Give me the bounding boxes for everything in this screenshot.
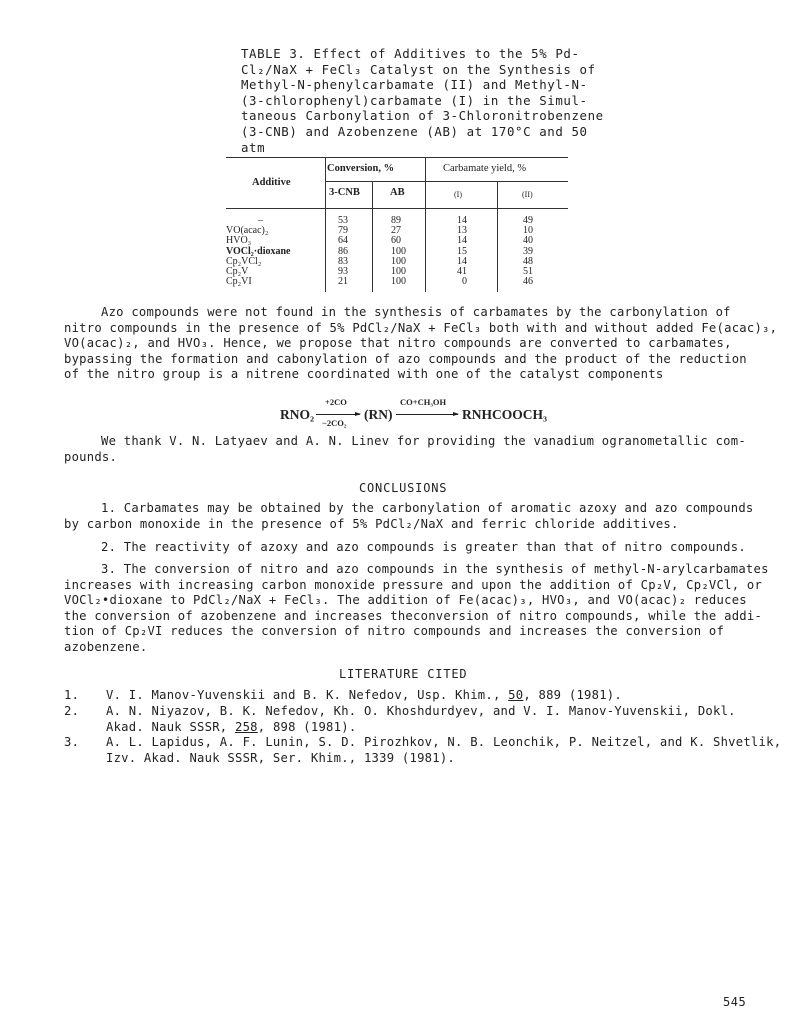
cell-3cnb: 93 [338, 266, 348, 278]
caption-line: (3-chlorophenyl)carbamate (I) in the Simul- [241, 92, 588, 108]
header-ii: (II) [522, 190, 533, 199]
cell-ii: 10 [523, 225, 533, 237]
scheme-product: RNHCOOCH₃ [462, 407, 548, 422]
reference-number: 3. [64, 735, 80, 749]
reference-item [64, 688, 764, 704]
reference-line: A. N. Niyazov, B. K. Nefedov, Kh. O. Khoshdurdyev, and V. I. Manov-Yuvenskii, Dokl. [106, 704, 736, 718]
reference-text-part: , 898 (1981). [257, 719, 357, 734]
paragraph-azo [64, 305, 778, 383]
scheme-arrow1-bottom: −2CO₂ [322, 418, 347, 428]
cell-i: 41 [457, 266, 467, 278]
column-ab [391, 216, 415, 287]
cell-ii: 40 [523, 235, 533, 247]
cell-ii: 46 [523, 276, 533, 288]
header-conversion: Conversion, % [327, 163, 395, 174]
reference-text-part: Akad. Nauk SSSR, [106, 719, 235, 734]
reference-text [106, 688, 622, 704]
reference-text-part: , 889 (1981). [523, 688, 622, 702]
reference-line: A. L. Lapidus, A. F. Lunin, S. D. Pirozhkov, N. B. Leonchik, P. Neitzel, and K. Shvetlik, [106, 735, 782, 749]
paragraph-line: azobenzene. [64, 639, 148, 654]
column-divider [325, 157, 326, 292]
cell-ab: 60 [391, 235, 401, 247]
reference-text-part: V. I. Manov-Yuvenskii and B. K. Nefedov, Usp. Khim., [106, 688, 509, 702]
cell-additive: Cp₂VCl₂ [226, 255, 262, 267]
caption-line: TABLE 3. Effect of Additives to the 5% Pd- [241, 46, 580, 61]
cell-additive: – [258, 215, 263, 226]
acknowledgement [64, 434, 746, 465]
caption-line: atm [241, 139, 266, 155]
table-top-rule [226, 157, 568, 158]
cell-ii: 48 [523, 255, 533, 267]
cell-i: 14 [457, 215, 467, 226]
reference-line [106, 720, 736, 736]
column-divider [372, 182, 373, 292]
cell-ii: 49 [523, 215, 533, 226]
caption-line: Methyl-N-phenylcarbamate (II) and Methyl-N- [241, 77, 588, 93]
header-3cnb: 3-CNB [329, 187, 360, 198]
scheme-arrow1-top: +2CO [325, 397, 347, 407]
scheme-arrow2-top: CO+CH₃OH [400, 397, 447, 407]
column-ii [523, 216, 543, 287]
cell-i: 0 [462, 276, 467, 288]
paragraph-line: 3. The conversion of nitro and azo compounds in the synthesis of methyl-N-arylcarbamates [101, 562, 769, 576]
cell-3cnb: 79 [338, 225, 348, 237]
page-number: 545 [723, 995, 747, 1009]
paragraph-line: by carbon monoxide in the presence of 5% PdCl₂/NaX and ferric chloride additives. [64, 516, 679, 531]
column-i [447, 216, 467, 287]
cell-ab: 89 [391, 215, 401, 226]
cell-3cnb: 86 [338, 245, 348, 257]
section-heading-literature: LITERATURE CITED [339, 667, 468, 681]
cell-additive: Cp₂VI [226, 276, 252, 288]
reference-line: Izv. Akad. Nauk SSSR, Ser. Khim., 1339 (1981). [106, 750, 456, 765]
reference-item [64, 704, 784, 736]
data-table [226, 157, 568, 292]
cell-ab: 100 [391, 245, 406, 257]
paragraph-line: Azo compounds were not found in the synthesis of carbamates by the carbonylation of [101, 305, 731, 319]
cell-additive: HVO₃ [226, 235, 252, 247]
conclusion-item-2 [101, 540, 746, 556]
cell-3cnb: 53 [338, 215, 348, 226]
header-ab: AB [390, 187, 405, 198]
header-i: (I) [454, 190, 462, 199]
paragraph-line: nitro compounds in the presence of 5% PdCl₂/NaX + FeCl₃ both with and without added Fe(acac)₃, [64, 320, 778, 335]
column-divider [425, 157, 426, 292]
header-carbamate-yield: Carbamate yield, % [443, 163, 527, 174]
paragraph-line: pounds. [64, 449, 118, 464]
paragraph-line: 2. The reactivity of azoxy and azo compounds is greater than that of nitro compounds. [101, 540, 746, 554]
reference-text [106, 735, 781, 766]
reaction-scheme [280, 397, 580, 431]
cell-3cnb: 64 [338, 235, 348, 247]
reference-number: 1. [64, 688, 80, 702]
cell-ii: 51 [523, 266, 533, 278]
cell-ab: 27 [391, 225, 401, 237]
conclusion-item-3 [64, 562, 769, 656]
paragraph-line: VO(acac)₂, and HVO₃. Hence, we propose that nitro compounds are converted to carbamates, [64, 336, 732, 351]
paragraph-line: increases with increasing carbon monoxide pressure and upon the addition of Cp₂V, Cp₂VCl, or [64, 577, 763, 592]
table-caption [241, 46, 604, 155]
caption-line: (3-CNB) and Azobenzene (AB) at 170°C and 50 [241, 123, 588, 139]
scheme-intermediate: (RN) [364, 407, 393, 422]
column-divider [497, 182, 498, 292]
cell-i: 14 [457, 235, 467, 247]
reference-text [106, 704, 736, 735]
paragraph-line: VOCl₂•dioxane to PdCl₂/NaX + FeCl₃. The addition of Fe(acac)₃, HVO₃, and VO(acac)₂ reduces [64, 593, 747, 608]
column-additive [226, 216, 321, 287]
cell-3cnb: 21 [338, 276, 348, 288]
section-heading-conclusions: CONCLUSIONS [359, 481, 448, 495]
column-3cnb [338, 216, 362, 287]
cell-additive: VO(acac)₂ [226, 225, 269, 237]
subheader-rule [325, 181, 568, 182]
cell-3cnb: 83 [338, 255, 348, 267]
reaction-arrow-icon [316, 414, 360, 415]
caption-line: taneous Carbonylation of 3-Chloronitrobenzene [241, 108, 604, 124]
paragraph-line: tion of Cp₂VI reduces the conversion of nitro compounds and increases the conversion of [64, 624, 725, 639]
caption-line: Cl₂/NaX + FeCl₃ Catalyst on the Synthesis of [241, 61, 596, 77]
table-header-rule [226, 208, 568, 209]
cell-i: 15 [457, 245, 467, 257]
cell-additive: VOCl₂·dioxane [226, 245, 291, 257]
paragraph-line: bypassing the formation and cabonylation of azo compounds and the product of the reduction [64, 351, 747, 366]
cell-i: 13 [457, 225, 467, 237]
cell-ii: 39 [523, 245, 533, 257]
reference-volume: 50 [508, 688, 524, 702]
reference-item [64, 735, 784, 767]
paragraph-line: We thank V. N. Latyaev and A. N. Linev for providing the vanadium ogranometallic com- [101, 434, 746, 448]
reference-number: 2. [64, 704, 80, 718]
reference-volume: 258 [235, 719, 258, 734]
scheme-reactant: RNO₂ [280, 407, 315, 422]
paragraph-line: 1. Carbamates may be obtained by the carbonylation of aromatic azoxy and azo compounds [101, 501, 754, 515]
header-additive: Additive [252, 177, 291, 188]
paragraph-line: the conversion of azobenzene and increases theconversion of nitro compounds, while the addi- [64, 608, 763, 623]
cell-ab: 100 [391, 276, 406, 288]
cell-ab: 100 [391, 255, 406, 267]
paragraph-line: of the nitro group is a nitrene coordinated with one of the catalyst components [64, 367, 664, 382]
reaction-arrow-icon [396, 414, 458, 415]
conclusion-item-1 [64, 501, 754, 532]
cell-i: 14 [457, 255, 467, 267]
cell-additive: Cp₂V [226, 266, 249, 278]
cell-ab: 100 [391, 266, 406, 278]
